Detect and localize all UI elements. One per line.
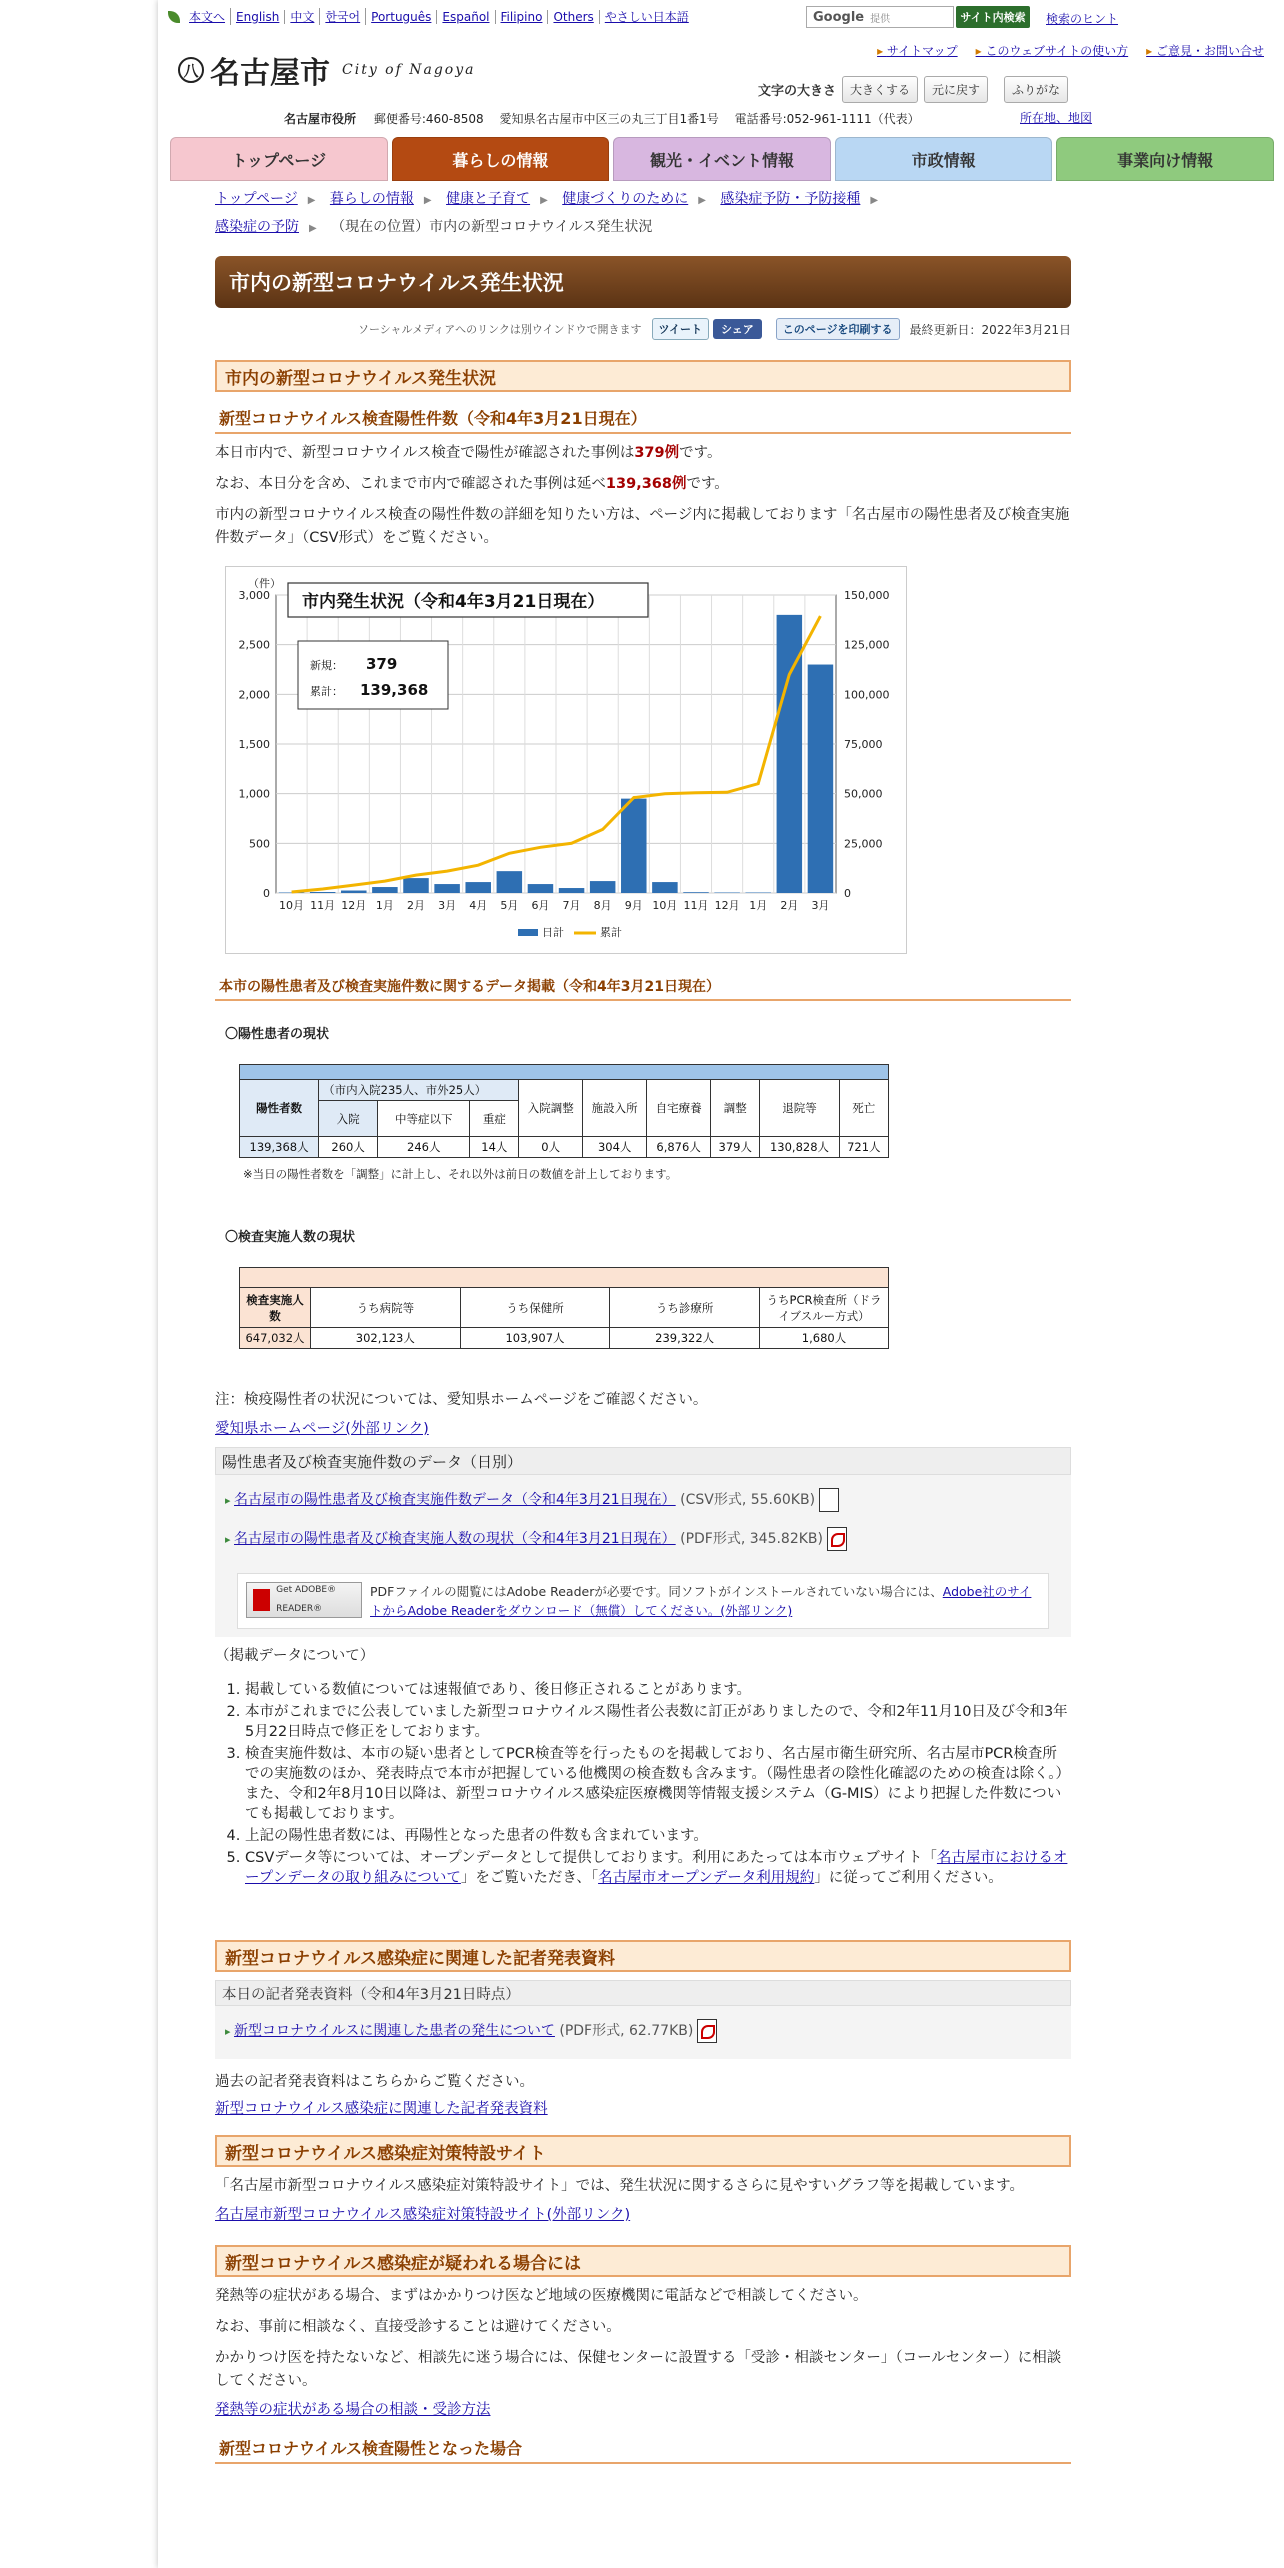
special-site-heading: 新型コロナウイルス感染症対策特設サイト <box>215 2135 1071 2167</box>
subsection-heading: 新型コロナウイルス検査陽性件数（令和4年3月21日現在） <box>215 402 1071 434</box>
testing-status-table <box>239 1267 889 1349</box>
y-tick-label: 2,000 <box>238 688 270 702</box>
td-tests-hospital: 302,123人 <box>311 1328 461 1349</box>
x-tick-label: 4月 <box>469 899 488 912</box>
x-tick-label: 11月 <box>310 899 336 912</box>
x-tick-label: 7月 <box>562 899 581 912</box>
download-item-csv: ▸ 名古屋市の陽性患者及び検査実施件数データ（令和4年3月21日現在） (CSV形式, 55.60KB) <box>225 1481 1061 1520</box>
last-updated: 最終更新日：2022年3月21日 <box>909 322 1071 337</box>
bar-daily <box>465 882 491 893</box>
list-item: 3. 検査実施件数は、本市の疑い患者としてPCR検査等を行ったものを掲載しており、名古屋市衛生研究所、名古屋市PCR検査所での実施数のほか、発表時点で本市が把握している他機関の検査数も含みます。（陽性患者の陰性化確認のための検査は除く。）また、令和2年8月10日以降は、新型コロナウイルス感染症医療機関等情報支援システム（G-MIS）により把握した件数についても掲載しております。 <box>245 1744 1071 1824</box>
address-text: 愛知県名古屋市中区三の丸三丁目1番1号 <box>499 112 719 126</box>
press-pdf-link[interactable]: 新型コロナウイルスに関連した患者の発生について <box>234 2023 555 2039</box>
aichi-pref-link[interactable]: 愛知県ホームページ(外部リンク) <box>215 1421 429 1437</box>
bar-daily <box>652 882 678 893</box>
furigana-button[interactable]: ふりがな <box>1004 76 1068 103</box>
breadcrumb-item[interactable]: 健康と子育て <box>446 191 531 207</box>
breadcrumb: トップページ ▶ 暮らしの情報 ▶ 健康と子育て ▶ 健康づくりのために ▶ 感染症予防・予防接種 ▶ 感染症の予防 ▶ （現在の位置）市内の新型コロナウイルス発生状況 <box>215 191 879 235</box>
positive-status-title: 〇陽性患者の現状 <box>225 1027 330 1042</box>
total-cases-number: 139,368例 <box>605 476 687 492</box>
chart-new-label: 新規： <box>310 659 343 672</box>
nav-tourism[interactable]: 観光・イベント情報 <box>613 137 831 181</box>
pdf-file-icon <box>697 2019 717 2043</box>
legend-swatch-daily <box>518 929 538 936</box>
press-box <box>215 2006 1071 2059</box>
chart-title: 市内発生状況（令和4年3月21日現在） <box>302 592 605 612</box>
bar-daily <box>497 871 523 893</box>
x-tick-label: 11月 <box>683 899 709 912</box>
th-adjust-in: 入院調整 <box>519 1080 583 1137</box>
breadcrumb-current: （現在の位置）市内の新型コロナウイルス発生状況 <box>331 219 653 235</box>
postal-code: 郵便番号:460-8508 <box>373 112 484 126</box>
x-tick-label: 5月 <box>500 899 519 912</box>
font-larger-button[interactable]: 大きくする <box>842 76 918 103</box>
nav-top[interactable]: トップページ <box>170 137 388 181</box>
office-address <box>284 110 932 127</box>
press-item: ▸ 新型コロナウイルスに関連した患者の発生について (PDF形式, 62.77KB) <box>225 2012 1061 2051</box>
chart-new-value: 379 <box>366 655 398 673</box>
lang-link-chinese[interactable]: 中文 <box>285 8 320 25</box>
bar-daily <box>528 884 554 893</box>
breadcrumb-item[interactable]: 感染症の予防 <box>215 219 299 235</box>
lang-link-portuguese[interactable]: Português <box>366 10 437 24</box>
logo-english: City of Nagoya <box>342 62 476 78</box>
language-links <box>168 8 694 25</box>
font-size-controls <box>758 76 1068 103</box>
bar-daily <box>621 799 647 893</box>
bar-daily <box>341 891 367 893</box>
press-today-title: 本日の記者発表資料（令和4年3月21日時点） <box>215 1980 1071 2006</box>
utility-bar <box>168 6 1274 32</box>
td-tests-health: 103,907人 <box>460 1328 610 1349</box>
suspect-heading: 新型コロナウイルス感染症が疑われる場合には <box>215 2245 1071 2277</box>
y-tick-label: 2,500 <box>238 638 270 652</box>
map-link[interactable]: 所在地、地図 <box>1020 111 1093 125</box>
suspect-text-2: なお、事前に相談なく、直接受診することは避けてください。 <box>215 2319 621 2335</box>
adobe-icon <box>253 1589 270 1611</box>
td-total: 139,368人 <box>240 1137 319 1158</box>
leaf-icon <box>168 11 180 23</box>
x-tick-label: 12月 <box>341 899 367 912</box>
adobe-note: PDFファイルの閲覧にはAdobe Readerが必要です。同ソフトがインストールされていない場合には、 <box>370 1584 943 1599</box>
positive-table-note: ※当日の陽性者数を「調整」に計上し、それ以外は前日の数値を計上しております。 <box>243 1167 678 1181</box>
csv-download-link[interactable]: 名古屋市の陽性患者及び検査実施件数データ（令和4年3月21日現在） <box>234 1492 676 1508</box>
breadcrumb-item[interactable]: 感染症予防・予防接種 <box>720 191 861 207</box>
chart-y-unit: （件） <box>248 577 281 590</box>
section-heading: 市内の新型コロナウイルス発生状況 <box>215 360 1071 392</box>
csv-file-icon <box>819 1488 839 1512</box>
y-tick-label: 0 <box>263 887 270 900</box>
today-cases-text: 本日市内で、新型コロナウイルス検査で陽性が確認された事例は379例です。 <box>215 445 722 461</box>
lang-link-english[interactable]: English <box>231 10 285 24</box>
facebook-share-button[interactable]: シェア <box>713 319 762 339</box>
th-tests-clinic: うち診療所 <box>610 1288 760 1328</box>
chart-total-value: 139,368 <box>360 681 429 699</box>
th-moderate: 中等症以下 <box>378 1101 470 1137</box>
download-section-title: 陽性患者及び検査実施件数のデータ（日別） <box>215 1447 1071 1475</box>
td-death: 721人 <box>839 1137 888 1158</box>
prefecture-note: 注：検疫陽性者の状況については、愛知県ホームページをご確認ください。 <box>215 1392 708 1408</box>
td-home: 6,876人 <box>647 1137 711 1158</box>
x-tick-label: 9月 <box>624 899 643 912</box>
bar-daily <box>434 884 460 893</box>
x-tick-label: 2月 <box>780 899 799 912</box>
print-button[interactable]: このページを印刷する <box>776 318 900 340</box>
list-item: 4. 上記の陽性患者数には、再陽性となった患者の件数も含まれています。 <box>245 1826 1071 1846</box>
press-section-heading: 新型コロナウイルス感染症に関連した記者発表資料 <box>215 1940 1071 1972</box>
data-about-title: （掲載データについて） <box>215 1648 375 1664</box>
td-adjust: 379人 <box>711 1137 760 1158</box>
lang-link-skip[interactable]: 本文へ <box>184 8 231 25</box>
cases-chart <box>225 566 907 954</box>
social-note: ソーシャルメディアへのリンクは別ウインドウで開きます <box>357 323 642 336</box>
td-moderate: 246人 <box>378 1137 470 1158</box>
list-item: 2. 本市がこれまでに公表していました新型コロナウイルス陽性者公表数に訂正がありましたので、令和2年11月10日及び令和3年5月22日時点で修正をしております。 <box>245 1702 1071 1742</box>
opendata-terms-link[interactable]: 名古屋市オープンデータ利用規約 <box>598 1870 815 1886</box>
chart-svg <box>226 567 906 953</box>
header-sublinks <box>859 42 1264 59</box>
th-tests-total: 検査実施人数 <box>240 1288 311 1328</box>
bar-daily <box>310 892 336 893</box>
x-tick-label: 6月 <box>531 899 550 912</box>
y2-tick-label: 50,000 <box>844 787 883 801</box>
td-facility: 304人 <box>583 1137 647 1158</box>
bar-daily <box>403 878 429 893</box>
lang-link-spanish[interactable]: Español <box>437 10 495 24</box>
td-discharge: 130,828人 <box>760 1137 839 1158</box>
x-tick-label: 3月 <box>438 899 457 912</box>
global-nav <box>170 137 1274 181</box>
bar-daily <box>372 887 398 893</box>
y2-tick-label: 125,000 <box>844 638 890 652</box>
page-title: 市内の新型コロナウイルス発生状況 <box>215 256 1071 308</box>
font-size-label: 文字の大きさ <box>758 84 837 99</box>
th-adjust: 調整 <box>711 1080 760 1137</box>
td-severe: 14人 <box>470 1137 519 1158</box>
legend-label-daily: 日計 <box>542 926 564 939</box>
testing-status-title: 〇検査実施人数の現状 <box>225 1230 356 1245</box>
th-tests-hospital: うち病院等 <box>311 1288 461 1328</box>
font-reset-button[interactable]: 元に戻す <box>924 76 988 103</box>
press-past-text: 過去の記者発表資料はこちらからご覧ください。 <box>215 2074 534 2090</box>
data-section-heading: 本市の陽性患者及び検査実施件数に関するデータ掲載（令和4年3月21日現在） <box>215 974 1071 1001</box>
breadcrumb-item[interactable]: 健康づくりのために <box>562 191 689 207</box>
y2-tick-label: 25,000 <box>844 837 883 851</box>
x-tick-label: 8月 <box>593 899 612 912</box>
y2-tick-label: 150,000 <box>844 589 890 602</box>
google-brand: Google <box>813 9 865 25</box>
city-emblem-icon: 八 <box>178 57 204 83</box>
special-site-link[interactable]: 名古屋市新型コロナウイルス感染症対策特設サイト(外部リンク) <box>215 2207 631 2223</box>
today-cases-number: 379例 <box>634 445 680 461</box>
th-inpatient: 入院 <box>319 1101 378 1137</box>
list-item: 1. 掲載している数値については速報値であり、後日修正されることがあります。 <box>245 1680 1071 1700</box>
x-tick-label: 1月 <box>375 899 394 912</box>
search-input[interactable] <box>806 6 954 28</box>
page <box>158 0 1284 2568</box>
logo-japanese: 名古屋市 <box>210 56 330 91</box>
data-notes-list <box>215 1680 1071 1888</box>
th-tests-health: うち保健所 <box>460 1288 610 1328</box>
lang-link-filipino[interactable]: Filipino <box>496 10 549 24</box>
opendata-link[interactable]: 名古屋市におけるオープンデータの取り組みについて <box>245 1850 1068 1886</box>
y2-tick-label: 0 <box>844 887 851 900</box>
nav-cityhall[interactable]: 市政情報 <box>835 137 1053 181</box>
x-tick-label: 1月 <box>749 899 768 912</box>
howto-link[interactable]: ▸ このウェブサイトの使い方 <box>976 42 1129 59</box>
adobe-download-link[interactable]: Adobe社のサイトからAdobe Readerをダウンロード（無償）してください。(外部リンク) <box>370 1584 1032 1618</box>
x-tick-label: 12月 <box>714 899 740 912</box>
td-inpatient: 260人 <box>319 1137 378 1158</box>
x-tick-label: 2月 <box>407 899 425 912</box>
x-tick-label: 10月 <box>652 899 678 912</box>
contact-link[interactable]: ▸ ご意見・お問い合せ <box>1146 42 1264 59</box>
th-inpatient-note: （市内入院235人、市外25人） <box>319 1080 519 1101</box>
adobe-reader-box <box>237 1573 1049 1629</box>
suspect-text-1: 発熱等の症状がある場合、まずはかかりつけ医など地域の医療機関に電話などで相談してください。 <box>215 2288 868 2304</box>
nav-business[interactable]: 事業向け情報 <box>1056 137 1274 181</box>
site-search-button[interactable]: サイト内検索 <box>956 6 1030 28</box>
td-tests-total: 647,032人 <box>240 1328 311 1349</box>
adobe-reader-badge[interactable]: Get ADOBE® READER® <box>246 1582 362 1618</box>
download-box <box>215 1475 1071 1637</box>
th-tests-pcr: うちPCR検査所（ドライブスルー方式） <box>760 1288 889 1328</box>
th-facility: 施設入所 <box>583 1080 647 1137</box>
details-text: 市内の新型コロナウイルス検査の陽性件数の詳細を知りたい方は、ページ内に掲載しております「名古屋市の陽性患者及び検査実施件数データ」（CSV形式）をご覧ください。 <box>215 507 1070 546</box>
chart-total-label: 累計： <box>310 685 343 698</box>
y-tick-label: 1,000 <box>238 787 270 801</box>
search-hint-link[interactable]: 検索のヒント <box>1046 12 1119 26</box>
y-tick-label: 3,000 <box>238 589 270 602</box>
lang-link-easy-japanese[interactable]: やさしい日本語 <box>604 10 689 24</box>
th-death: 死亡 <box>839 1080 888 1137</box>
bar-daily <box>559 888 585 893</box>
phone-text: 電話番号:052-961-1111（代表） <box>734 112 920 126</box>
share-bar <box>215 318 1071 340</box>
bar-daily <box>808 665 834 893</box>
y2-tick-label: 100,000 <box>844 688 890 702</box>
x-tick-label: 10月 <box>279 899 305 912</box>
breadcrumb-item[interactable]: 暮らしの情報 <box>329 191 414 207</box>
pdf-download-link[interactable]: 名古屋市の陽性患者及び検査実施人数の現状（令和4年3月21日現在） <box>234 1531 676 1547</box>
site-logo[interactable] <box>178 48 475 92</box>
td-adjust-in: 0人 <box>519 1137 583 1158</box>
total-cases-text: なお、本日分を含め、これまで市内で確認された事例は延べ139,368例です。 <box>215 476 729 492</box>
positive-status-table <box>239 1064 889 1158</box>
suspect-text-3: かかりつけ医を持たないなど、相談先に迷う場合には、保健センターに設置する「受診・相談センター」（コールセンター）に相談してください。 <box>215 2350 1062 2389</box>
special-site-text: 「名古屋市新型コロナウイルス感染症対策特設サイト」では、発生状況に関するさらに見やすいグラフ等を掲載しています。 <box>215 2178 1024 2194</box>
legend-label-cumulative: 累計 <box>600 926 622 939</box>
x-tick-label: 3月 <box>811 899 830 912</box>
y-tick-label: 500 <box>249 837 270 851</box>
tweet-button[interactable]: ツイート <box>652 318 709 340</box>
bar-daily <box>590 881 616 893</box>
press-past-link[interactable]: 新型コロナウイルス感染症に関連した記者発表資料 <box>215 2101 548 2117</box>
sitemap-link[interactable]: ▸ サイトマップ <box>877 42 958 59</box>
lang-link-korean[interactable]: 한국어 <box>320 8 366 25</box>
th-discharge: 退院等 <box>760 1080 839 1137</box>
th-total: 陽性者数 <box>240 1080 319 1137</box>
list-item: 5. CSVデータ等については、オープンデータとして提供しております。利用にあたっては本市ウェブサイト「名古屋市におけるオープンデータの取り組みについて」をご覧いただき、「名古屋市オープンデータ利用規約」に従ってご利用ください。 <box>245 1848 1071 1888</box>
th-home: 自宅療養 <box>647 1080 711 1137</box>
lang-link-others[interactable]: Others <box>548 10 599 24</box>
google-provided: 提供 <box>870 13 891 25</box>
td-tests-pcr: 1,680人 <box>760 1328 889 1349</box>
consult-method-link[interactable]: 発熱等の症状がある場合の相談・受診方法 <box>215 2402 491 2418</box>
y-tick-label: 1,500 <box>238 738 270 751</box>
td-tests-clinic: 239,322人 <box>610 1328 760 1349</box>
main-content <box>215 186 1071 2464</box>
y2-tick-label: 75,000 <box>844 738 883 751</box>
th-severe: 重症 <box>470 1101 519 1137</box>
nav-living[interactable]: 暮らしの情報 <box>392 137 610 181</box>
breadcrumb-item[interactable]: トップページ <box>215 191 298 207</box>
pdf-file-icon <box>827 1527 847 1551</box>
positive-case-heading: 新型コロナウイルス検査陽性となった場合 <box>215 2432 1071 2464</box>
office-name: 名古屋市役所 <box>284 112 357 126</box>
bar-daily <box>683 892 709 893</box>
download-item-pdf: ▸ 名古屋市の陽性患者及び検査実施人数の現状（令和4年3月21日現在） (PDF形式, 345.82KB) <box>225 1520 1061 1559</box>
